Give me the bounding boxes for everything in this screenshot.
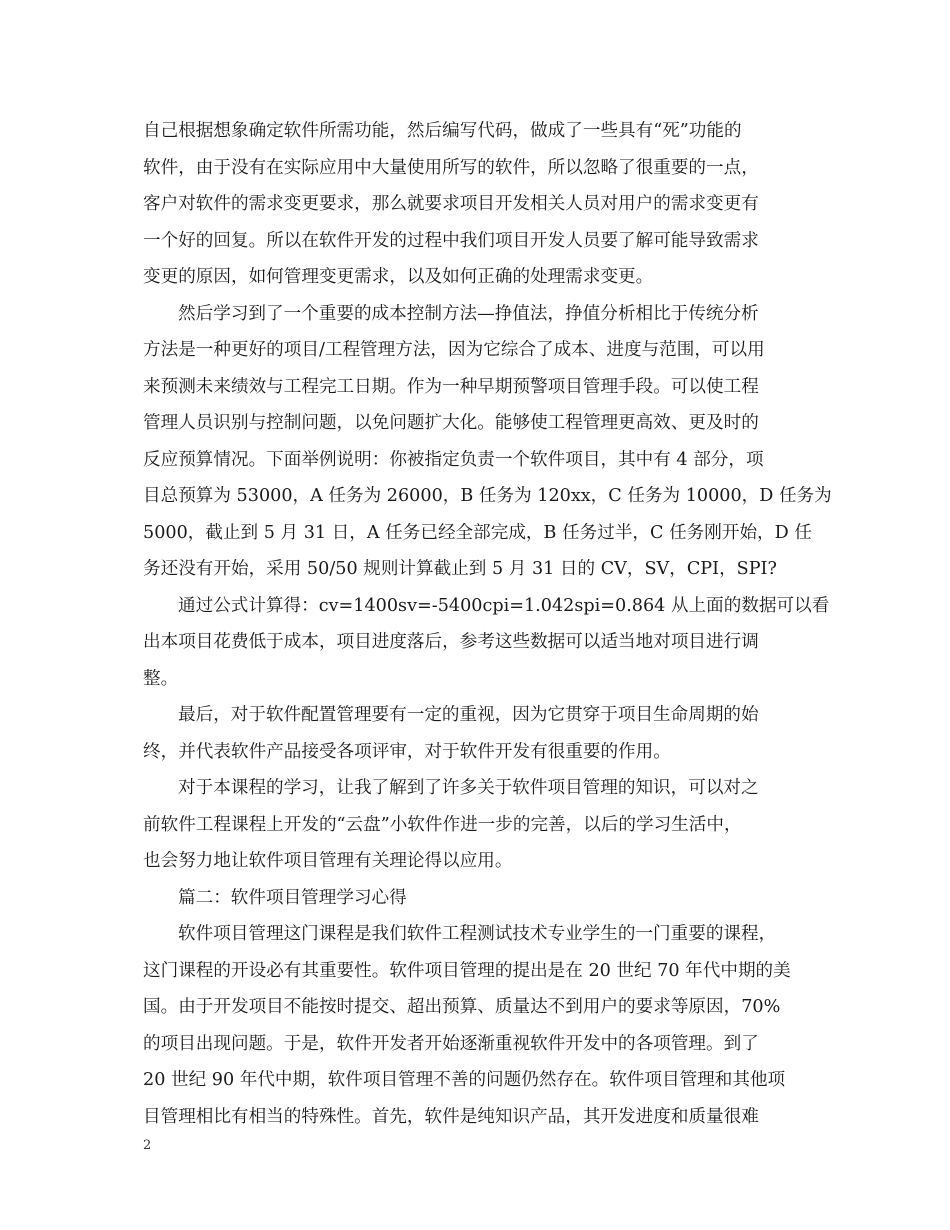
text-line: 通过公式计算得：cv=1400sv=-5400cpi=1.042spi=0.864 从上面的数据可以看: [178, 595, 830, 616]
text-line: 前软件工程课程上开发的“云盘”小软件作进一步的完善，以后的学习生活中，: [143, 814, 742, 835]
text-line: 最后，对于软件配置管理要有一定的重视，因为它贯穿于项目生命周期的始: [178, 705, 759, 725]
text-line: 国。由于开发项目不能按时提交、超出预算、质量达不到用户的要求等原因，70%: [143, 997, 781, 1017]
text-line: 这门课程的开设必有其重要性。软件项目管理的提出是在 20 世纪 70 年代中期的美: [143, 960, 791, 981]
text-line: 然后学习到了一个重要的成本控制方法—挣值法，挣值分析相比于传统分析: [178, 303, 759, 324]
text-line: 软件，由于没有在实际应用中大量使用所写的软件，所以忽略了很重要的一点，: [143, 157, 759, 178]
page-number: 2: [143, 1138, 152, 1153]
text-line: 变更的原因，如何管理变更需求，以及如何正确的处理需求变更。: [143, 267, 654, 287]
text-line: 5000，截止到 5 月 31 日，A 任务已经全部完成，B 任务过半，C 任务刚开始，D 任: [143, 522, 812, 543]
document-body: [143, 113, 832, 1135]
text-line: 20 世纪 90 年代中期，软件项目管理不善的问题仍然存在。软件项目管理和其他项: [143, 1070, 786, 1090]
text-line: 管理人员识别与控制问题，以免问题扩大化。能够使工程管理更高效、更及时的: [143, 413, 759, 433]
text-line: 务还没有开始，采用 50/50 规则计算截止到 5 月 31 日的 CV，SV，CPI，SPI?: [143, 559, 777, 579]
text-line: 反应预算情况。下面举例说明：你被指定负责一个软件项目，其中有 4 部分，项: [143, 449, 764, 470]
text-line: 目管理相比有相当的特殊性。首先，软件是纯知识产品，其开发进度和质量很难: [143, 1106, 759, 1127]
text-line: 终，并代表软件产品接受各项评审，对于软件开发有很重要的作用。: [143, 741, 671, 762]
text-line: 也会努力地让软件项目管理有关理论得以应用。: [143, 851, 513, 871]
text-line: 目总预算为 53000，A 任务为 26000，B 任务为 120xx，C 任务为 10000，D 任务为: [143, 486, 832, 506]
text-line: 的项目出现问题。于是，软件开发者开始逐渐重视软件开发中的各项管理。到了: [143, 1033, 759, 1054]
text-line: 来预测未来绩效与工程完工日期。作为一种早期预警项目管理手段。可以使工程: [143, 376, 759, 397]
text-line: 整。: [143, 668, 179, 689]
text-line: 软件项目管理这门课程是我们软件工程测试技术专业学生的一门重要的课程，: [178, 924, 777, 944]
text-line: 出本项目花费低于成本，项目进度落后，参考这些数据可以适当地对项目进行调: [143, 632, 759, 652]
text-line: 对于本课程的学习，让我了解到了许多关于软件项目管理的知识，可以对之: [178, 778, 759, 798]
text-line: 客户对软件的需求变更要求，那么就要求项目开发相关人员对用户的需求变更有: [143, 194, 759, 214]
text-line: 一个好的回复。所以在软件开发的过程中我们项目开发人员要了解可能导致需求: [143, 230, 759, 251]
text-line: 自己根据想象确定软件所需功能，然后编写代码，做成了一些具有“死”功能的: [143, 121, 742, 141]
text-line: 篇二：软件项目管理学习心得: [178, 887, 407, 908]
text-line: 方法是一种更好的项目/工程管理方法，因为它综合了成本、进度与范围，可以用: [143, 340, 765, 360]
